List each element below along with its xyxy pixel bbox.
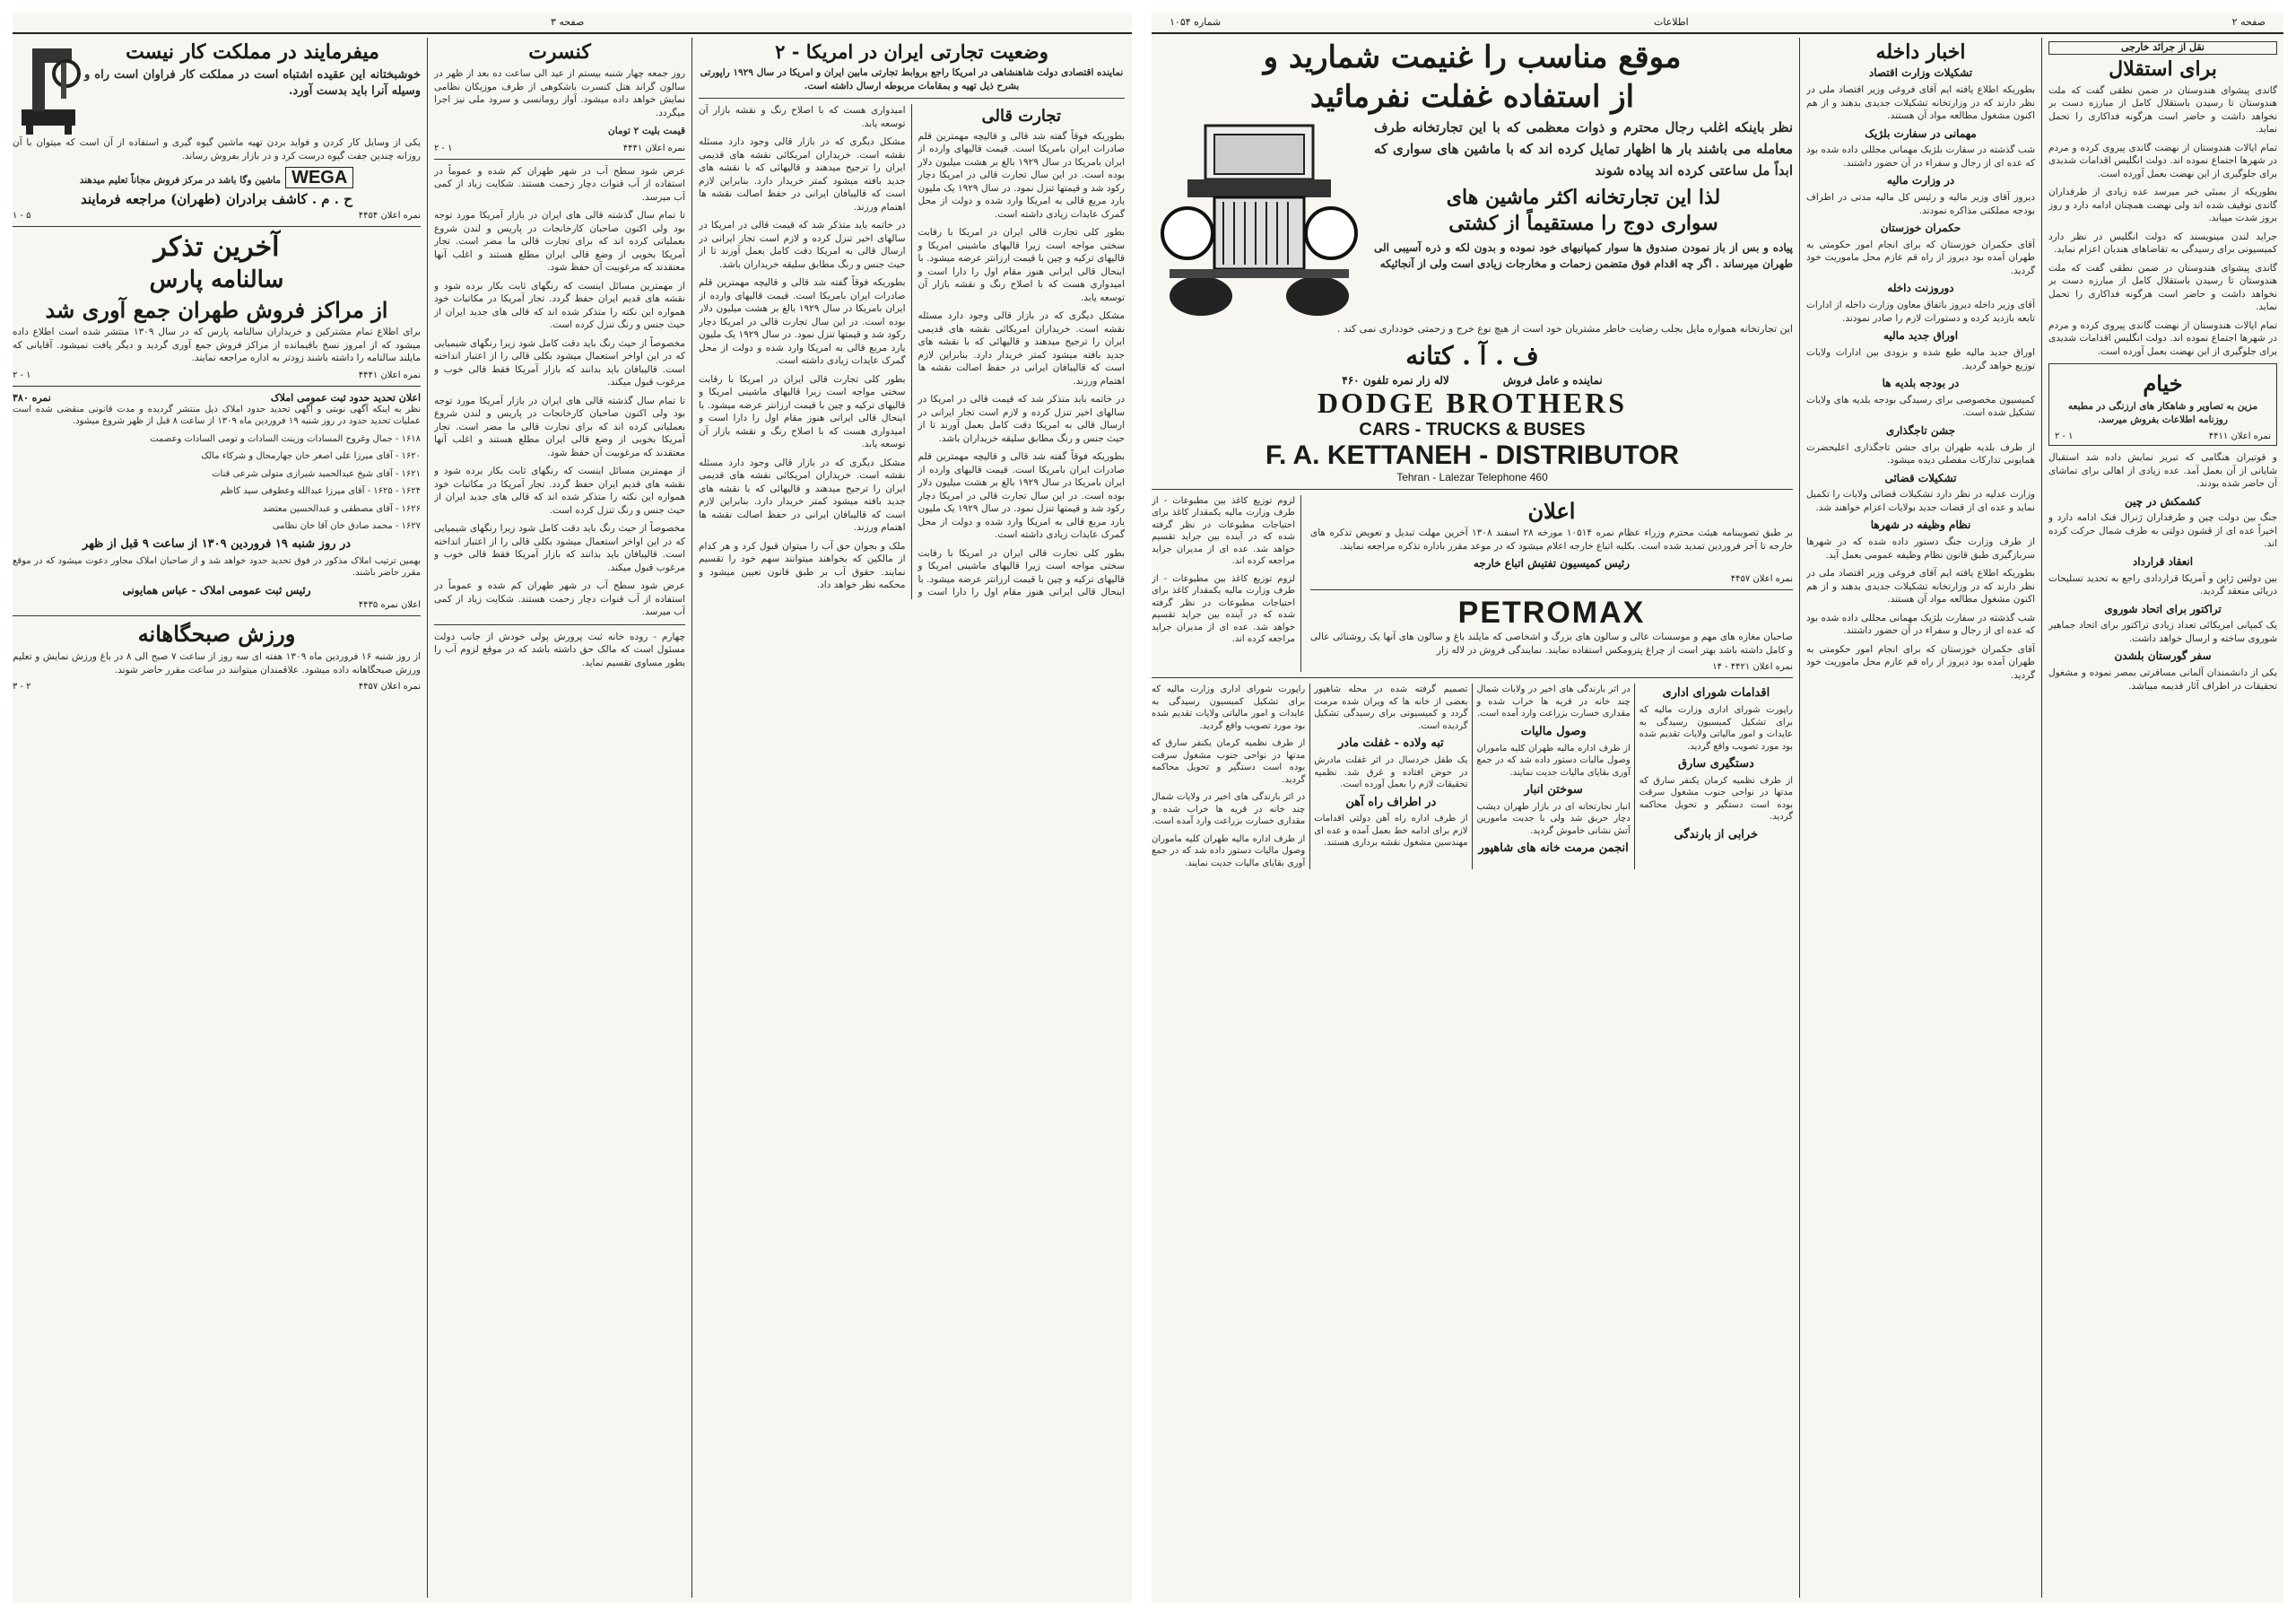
petromax-brand: PETROMAX [1457,596,1646,631]
foreign-body-6: جنگ بین دولت چین و طرفداران ژنرال فنک ادامه دارد و اخیراً عده ای از قشون دولتی به طرف شمال حرکت کرده اند. [2048,512,2277,550]
trade-body-repeat: بطوریکه فوقاً گفته شد قالی و قالیچه مهمترین قلم صادرات ایران بامریکا است. قیمت قالیهای وارده از ایران بامریکا در سال ۱۹۲۹ بالغ بر هشت میلیون دلار بوده است. در این سال تجارت قالی در امریکا دچار رکود شد و قیمتها تنزل نمود. در سال ۱۹۲۹ یک ملیون یارد مربع قالی به امریکا وارد شده و دولت از محل گمرک عایدات زیادی داشته است. [918,451,1125,541]
domestic-sub-8: جشن تاجگذاری [1885,423,1956,437]
trade-body-5: ملک و بجوان حق آب را میتوان قبول کرد و هر کدام از مالکین که بخواهند میتوانند سهم خود را تقسیم نمایند. حقوق آب بر طبق قانون تعیین میشود و محکمه نظر خواهد داد. [699,540,906,591]
khayyam-title: خیام [2143,370,2183,397]
sport-notice: نمره اعلان ۴۴۵۷ [358,682,421,693]
news-body-3: از طرف نظمیه کرمان یکنفر سارق که مدتها در نواحی جنوب مشغول سرقت بوده است دستگیر و تحویل محاکمه گردید. [1639,775,1793,823]
trade-body-3-repeat-2: مشکل دیگری که در بازار قالی وجود دارد مسئله نقشه است. خریداران امریکائی نقشه های قدیمی ایران را ترجیح میدهند و قالیهائی که با نقشه های جدید بافته میشود کمتر خریدار دارد. بنابراین لازم است که قالیبافان ایرانی در حفظ اصالت نقشه ها اهتمام ورزند. [699,457,906,534]
news-sub-7: انجمن مرمت خانه های شاهپور [1478,841,1629,856]
column-trade [699,38,1125,1598]
domestic-sub-9: تشکیلات قضائی [1884,471,1957,484]
dodge-distributor: F. A. KETTANEH - DISTRIBUTOR [1265,440,1680,470]
column-rule [691,38,692,1598]
foreign-body-8: یک کمپانی امریکائی تعداد زیادی تراکتور برای اتحاد جماهیر شوروی ساخته و ارسال خواهد داشت. [2048,620,2277,644]
foreign-sub-9: سفر گورستان بلشدن [2114,649,2212,663]
concert-body-2: عرض شود سطح آب در شهر طهران کم شده و عموماً در استفاده از آب قنوات دچار زحمت هستند. شکایت زیاد از کمی آب میرسد. [434,165,685,203]
news-body-5-repeat: از طرف اداره مالیه طهران کلیه ماموران وصول مالیات دستور داده شد که در جمع آوری بقایای مالیات جدیت نمایند. [1152,833,1306,868]
column-rule [427,38,428,1598]
notice-signature: رئیس کمیسیون تفتیش اتباع خارجه [1473,557,1631,571]
dodge-brand: DODGE BROTHERS [1317,386,1628,419]
ad-title: میفرمایند در مملکت کار نیست [126,40,379,64]
dodge-tagline-2: سواری دوج را مستقیماً از کشتی [1448,212,1718,236]
news-sub-5: وصول مالیات [1520,724,1587,738]
news-body-repeat: لزوم توزیع کاغذ بین مطبوعات - از طرف وزارت مالیه یکمقدار کاغذ برای احتیاجات مطبوعات در نظر گرفته شده که در آینده بین جراید تقسیم خواهد شد. عده ای از مدیران جراید مراجعه کرده اند. [1152,573,1295,645]
domestic-body-2: شب گذشته در سفارت بلژیک مهمانی مجللی داده شده بود که عده ای از رجال و سفراء در آن حضور داشتند. [1806,144,2035,169]
trade-columns [699,104,1125,599]
domestic-body-5: آقای وزیر داخله دیروز باتفاق معاون وزارت داخله از ادارات تابعه بازدید کرده و دستورات لازم را صادر نمودند. [1806,300,2035,324]
concert-body-6: چهارم - روده خانه ثبت پرورش پولی خودش از جانب دولت مسئول است که مالک حق داشته باشد که در موقع لزوم آب را بطور مساوی تقسیم نماید. [434,631,685,668]
headline-morning-sport: ورزش صبحگاهانه [137,621,296,648]
trade-subtitle: نماینده اقتصادی دولت شاهنشاهی در امریکا راجع بروابط تجارتی مابین ایران و امریکا در سال ۱۹۲۹ راپورتی بشرح ذیل تهیه و بمقامات مربوطه ارسال داشته است. [700,67,1124,91]
news-body-2-repeat: راپورت شورای اداری وزارت مالیه که برای تشکیل کمیسیون رسیدگی به عایدات و امور مالیاتی ولایات تقدیم شده بود مورد تصویب واقع گردید. [1152,684,1306,731]
ad-body: یکی از وسایل کار کردن و فواید بردن تهیه ماشین گیوه گیری و استفاده از آن است که میتوان با آن روزانه چندین جفت گیوه درست کرد و در بازار بفروش رساند. [13,137,421,161]
concert-tag: ۱ - ۲ [434,143,453,153]
domestic-body-7: کمیسیون مخصوصی برای رسیدگی بودجه بلدیه های ولایات تشکیل شده است. [1806,394,2035,419]
masthead-right [1152,13,2283,34]
trade-body-4: در خاتمه باید متذکر شد که قیمت قالی در امریکا در سالهای اخیر تنزل کرده و لازم است تجار ایرانی در ارسال قالی به امریکا دقت کامل بعمل آورند تا از حیث جنس و رنگ مطابق سلیقه خریداران باشد. [918,394,1125,444]
column-rule [2041,38,2042,1598]
news-body-6: انبار تجارتخانه ای در بازار طهران دیشب دچار حریق شد ولی با جدیت مامورین آتش نشانی خاموش گردید. [1476,801,1631,836]
trade-body-4-repeat: در خاتمه باید متذکر شد که قیمت قالی در امریکا در سالهای اخیر تنزل کرده و لازم است تجار ایرانی در ارسال قالی به امریکا دقت کامل بعمل آورند تا از حیث جنس و رنگ مطابق سلیقه خریداران باشد. [699,220,906,270]
foreign-sub-8: تراکتور برای اتحاد شوروی [2104,602,2222,615]
foreign-body-1: گاندی پیشوای هندوستان در ضمن نطقی گفت که ملت هندوستان تا رسیدن باستقلال کامل از مبارزه دست بر نخواهد داشت و حاضر است هرگونه فداکاری را تحمل نماید. [2048,84,2277,135]
column-rule [1799,38,1800,1598]
domestic-title: اخبار داخله [1875,40,1966,64]
notice-number: نمره اعلان ۴۴۵۷ [1730,574,1793,585]
foreign-body-4: جراید لندن مینویسند که دولت انگلیس در نظر دارد کمیسیونی برای رسیدگی به تقاضاهای هندیان اعزام نماید. [2048,231,2277,256]
subhead-pars-almanac: سالنامه پارس [149,266,284,293]
foreign-body-3: بطوریکه از بمبئی خبر میرسد عده زیادی از طرفداران گاندی توقیف شده اند ولی نهضت همچنان ادامه دارد و روز بروز شدت مییابد. [2048,187,2277,224]
foreign-body-2-repeat: تمام ایالات هندوستان از نهضت گاندی پیروی کرده و مردم در شهرها اجتماع نموده اند. دولت انگلیس اقدامات شدیدی برای جلوگیری از این نهضت بعمل آورده است. [2048,319,2277,357]
domestic-body-10: از طرف وزارت جنگ دستور داده شده که در شهرها سربازگیری طبق قانون نظام وظیفه عمومی بعمل آید. [1806,536,2035,561]
domestic-body-6: اوراق جدید مالیه طبع شده و بزودی بین ادارات ولایات توزیع خواهد گردید. [1806,347,2035,371]
foreign-body-1-repeat: گاندی پیشوای هندوستان در ضمن نطقی گفت که ملت هندوستان تا رسیدن باستقلال کامل از مبارزه دست بر نخواهد داشت و حاضر است هرگونه فداکاری را تحمل نماید. [2048,262,2277,313]
column-domestic-news [1806,38,2035,1598]
foreign-body-9: یکی از دانشمندان آلمانی مسافرتی بمصر نموده و مشغول تحقیقات در اطراف آثار قدیمه میباشد. [2048,667,2277,692]
concert-body-4: از مهمترین مسائل اینست که رنگهای ثابت بکار برده شود و نقشه های قدیم ایران حفظ گردد. تجار آمریکا در مکاتبات خود همواره این نکته را متذکر شده اند که قالی های جدید ایران از حیث جنس و رنگ تنزل کرده است. [434,280,685,331]
concert-body-2-repeat: عرض شود سطح آب در شهر طهران کم شده و عموماً در استفاده از آب قنوات دچار زحمت هستند. شکایت زیاد از کمی آب میرسد. [434,580,685,618]
trade-section-carpet: تجارت قالی [981,107,1062,126]
divider [434,624,685,625]
domestic-body-8: از طرف بلدیه طهران برای جشن تاجگذاری اعلیحضرت همایونی تدارکات مفصلی دیده میشود. [1806,441,2035,466]
foreign-header: نقل از جرائد خارجی [2048,41,2277,55]
domestic-body-4-repeat: آقای حکمران خوزستان که برای انجام امور حکومتی به طهران آمده بود دیروز از راه قم عازم محل ماموریت خود گردید. [1806,643,2035,681]
news-body-5: از طرف اداره مالیه طهران کلیه ماموران وصول مالیات دستور داده شد که در جمع آوری بقایای مالیات جدیت نمایند. [1476,743,1631,778]
khayyam-body: مزین به تصاویر و شاهکار های ارزنگی در مطبعه روزنامه اطلاعات بفروش میرسد. [2067,401,2258,425]
trade-body-3-repeat: مشکل دیگری که در بازار قالی وجود دارد مسئله نقشه است. خریداران امریکائی نقشه های قدیمی ایران را ترجیح میدهند و قالیهائی که با نقشه های جدید بافته میشود کمتر خریدار دارد. بنابراین لازم است که قالیبافان ایرانی در حفظ اصالت نقشه ها اهتمام ورزند. [699,136,906,213]
domestic-sub-4: حکمران خوزستان [1880,222,1961,235]
wega-brand: WEGA [285,167,353,188]
column-dodge-news [1152,38,1793,1598]
page-gutter [1132,0,1152,1612]
news-body: لزوم توزیع کاغذ بین مطبوعات - از طرف وزارت مالیه یکمقدار کاغذ برای احتیاجات مطبوعات در نظر گرفته شده که در آینده بین جراید تقسیم خواهد شد. عده ای از مدیران جراید مراجعه کرده اند. [1152,495,1295,567]
concert-body-3: تا تمام سال گذشته قالی های ایران در بازار آمریکا مورد توجه بود ولی اکنون صاحبان کارخانجات در پاریس و لندن شروع بعملیاتی کرده اند که برای تجارت قالی ما مضر است. تجار آمریکا بخوبی از وضع قالی ایران مطلع هستند و اغلب آنها معتقدند که مرغوبیت آن حفظ شود. [434,210,685,274]
newspaper-page-left [13,13,1132,1603]
foreign-sub-6: کشمکش در چین [2125,494,2201,508]
concert-body-3-repeat: تا تمام سال گذشته قالی های ایران در بازار آمریکا مورد توجه بود ولی اکنون صاحبان کارخانجات در پاریس و لندن شروع بعملیاتی کرده اند که برای تجارت قالی ما مضر است. تجار آمریکا بخوبی از وضع قالی ایران مطلع هستند و اغلب آنها معتقدند که مرغوبیت آن حفظ شود. [434,395,685,458]
almanac-body: برای اطلاع تمام مشترکین و خریداران سالنامه پارس که در سال ۱۳۰۹ منتشر شده است اطلاع داده میشود که از امروز نسخ باقیمانده از مراکز فروش جمع آوری گردید و دیگر یافت نمیشود. آقایانی که مایلند سالنامه را داشته باشند زودتر به اداره مراجعه نمایند. [13,327,421,364]
dodge-car-illustration [1152,117,1367,323]
foreign-body-2: تمام ایالات هندوستان از نهضت گاندی پیروی کرده و مردم در شهرها اجتماع نموده اند. دولت انگلیس اقدامات شدیدی برای جلوگیری از این نهضت بعمل آورده است. [2048,142,2277,179]
registry-heading: اعلان تحدید حدود ثبت عمومی املاک [270,391,421,404]
registry-list-item: ۱۶۲۱ - آقای شیخ عبدالحمید شیرازی متولی شرعی قنات [212,468,421,479]
almanac-tag: ۱ - ۲ [13,370,31,380]
divider [13,226,421,227]
notice-body: بر طبق تصویبنامه هیئت محترم وزراء عظام نمره ۱۰۵۱۴ مورخه ۲۸ اسفند ۱۳۰۸ آخرین مهلت تبدیل و تعویض تذکره های خارجه تا آخر فروردین تمدید شده است. بکلیه اتباع خارجه اعلام میشود که در موعد مقرر باداره تذکره مراجعه نمایند. [1310,527,1793,552]
foreign-body-7: بین دولتین ژاپن و آمریکا قراردادی راجع به تحدید تسلیحات دریائی منعقد گردید. [2048,572,2277,597]
dodge-signature: ف . آ . کتانه [1405,340,1539,370]
news-sub-3: دستگیری سارق [1677,757,1754,771]
divider [13,386,421,387]
ad-intro: خوشبختانه این عقیده اشتباه است در مملکت کار فراوان است راه و وسیله آنرا باید بدست آورد. [84,68,421,99]
trade-body-repeat-2: بطوریکه فوقاً گفته شد قالی و قالیچه مهمترین قلم صادرات ایران بامریکا است. قیمت قالیهای وارده از ایران بامریکا در سال ۱۹۲۹ بالغ بر هشت میلیون دلار بوده است. در این سال تجارت قالی در امریکا دچار رکود شد و قیمتها تنزل نمود. در سال ۱۹۲۹ یک ملیون یارد مربع قالی به امریکا وارد شده و دولت از محل گمرک عایدات زیادی داشته است. [699,277,906,367]
slogan-collected: از مراکز فروش طهران جمع آوری شد [45,296,388,323]
dodge-body: نظر باینکه اغلب رجال محترم و ذوات معظمی که با این تجارتخانه طرف معامله می باشند بار ها اظهار تمایل کرده اند که با ماشین های سواری که ابداً مل ساعتی کرده اند پیاده شوند [1374,119,1793,179]
khayyam-number: نمره اعلان ۴۴۱۱ [2208,431,2271,442]
dodge-tagline: لذا این تجارتخانه اکثر ماشین های [1446,186,1721,209]
concert-price: قیمت بلیت ۲ تومان [608,126,685,137]
news-sub-6: سوختن انبار [1524,783,1583,797]
divider [1152,489,1793,490]
domestic-body-3: دیروز آقای وزیر مالیه و رئیس کل مالیه مدتی در اطراف بودجه مملکتی مذاکره نمودند. [1806,192,2035,216]
domestic-sub-3: در وزارت مالیه [1886,174,1955,187]
trade-body-2-repeat-2: بطور کلی تجارت قالی ایران در امریکا با رقابت سختی مواجه است زیرا قالیهای ماشینی امریکا و قالیهای ترکیه و چین با قیمت ارزانتر عرضه میشود. با اینحال قالی ایرانی هنوز مقام اول را دارا است و امیدواری هست که با اصلاح رنگ و نقشه بازار آن توسعه یابد. [699,373,906,450]
registry-date: در روز شنبه ۱۹ فروردین ۱۳۰۹ از ساعت ۹ قبل از ظهر [82,536,352,551]
news-body-4: در اثر بارندگی های اخیر در ولایات شمال چند خانه در قریه ها خراب شده و مقداری خسارت بزراعت وارد آمده است. [1476,684,1631,719]
foreign-title: برای استقلال [2109,57,2217,81]
registry-list-item: ۱۶۲۷ - محمد صادق خان آقا خان نظامی [272,521,421,532]
divider [1310,589,1793,590]
news-sub-4: خرابی از بارندگی [1674,827,1759,841]
issue-number: شماره ۱۰۵۴ [1170,16,1222,28]
khayyam-tag: ۱ - ۲ [2055,431,2074,442]
dodge-body-2: پیاده و بس از باز نمودن صندوق ها سوار کمپانیهای خود نموده و بدون لکه و ذره آسیبی الی طهران میرساند . اگر چه اقدام فوق متضمن زحمات و مخارجات زیادی است ولی از آنجائیکه [1374,240,1793,270]
trade-body-2-repeat: بطور کلی تجارت قالی ایران در امریکا با رقابت سختی مواجه است زیرا قالیهای ماشینی امریکا و قالیهای ترکیه و چین با قیمت ارزانتر عرضه میشود. با اینحال قالی ایرانی هنوز مقام اول را دارا است و امیدواری هست که با اصلاح رنگ و نقشه بازار آن توسعه یابد. [699,105,1125,598]
concert-title: کنسرت [528,40,591,64]
column-foreign-press [2048,38,2277,1598]
khayyam-ad [2048,363,2277,446]
news-sub-2: اقدامات شورای اداری [1662,686,1770,701]
dodge-body-3: این تجارتخانه همواره مایل بجلب رضایت خاطر مشتریان خود است از هیچ نوع خرج و زحمتی خودداری نمی کند . [1336,323,1793,335]
news-body-4-repeat: در اثر بارندگی های اخیر در ولایات شمال چند خانه در قریه ها خراب شده و مقداری خسارت بزراعت وارد آمده است. [1152,792,1306,827]
newspaper-page-right [1152,13,2283,1603]
domestic-body-1: بطوریکه اطلاع یافته ایم آقای فروغی وزیر اقتصاد ملی در نظر دارند که در وزارتخانه تشکیلات جدیدی بدهند و از هم اکنون مشغول مطالعه مواد آن هستند. [1806,84,2035,122]
foreign-sub-7: انعقاد قرارداد [2132,554,2194,568]
page-number: صفحه ۲ [2231,16,2266,28]
domestic-sub-5: دوروزنت داخله [1887,282,1954,295]
dodge-headline-2: از استفاده غفلت نفرمائید [1309,79,1635,115]
concert-body: روز جمعه چهار شنبه بیستم از عید الی ساعت ده بعد از ظهر در سالون گراند هتل کنسرت باشکوهی از طرف موزیکان نظامی نمایش خواهد داده میشود. آواز رومانسی و سرود ملی نیز اجرا میگردد. [434,68,685,118]
foreign-body-5: و قوتیران هنگامی که تبریز نمایش داده شد استقبال شایانی از آن بعمل آمد. عده زیادی از اهالی برای تماشای آن حاضر شده بودند. [2048,452,2277,490]
dodge-products: CARS - TRUCKS & BUSES [1359,419,1586,440]
registry-list-item: ۱۶۲۰ - آقای میرزا علی اصغر خان جهارمحال و شرکاء مالک [201,451,421,462]
registry-list-item: ۱۶۱۸ - جمال وغروح المسادات وزینت السادات و تومی السادات وعصمت [150,433,421,444]
dodge-agent: نماینده و عامل فروش [1502,373,1603,387]
divider [13,615,421,616]
column-advertisements [13,38,421,1598]
domestic-body-2-repeat: شب گذشته در سفارت بلژیک مهمانی مجللی داده شده بود که عده ای از رجال و سفراء در آن حضور داشتند. [1806,612,2035,637]
dodge-headline-1: موقع مناسب را غنیمت شمارید و [1263,39,1682,75]
news-body-8: یک طفل خردسال در اثر غفلت مادرش در حوض افتاده و غرق شد. نظمیه تحقیقات لازم را بعمل آورده است. [1314,755,1468,790]
trade-body-2: بطور کلی تجارت قالی ایران در امریکا با رقابت سختی مواجه است زیرا قالیهای ماشینی امریکا و قالیهای ترکیه و چین با قیمت ارزانتر عرضه میشود. با اینحال قالی ایرانی هنوز مقام اول را دارا است و امیدواری هست که با اصلاح رنگ و نقشه بازار آن توسعه یابد. [918,227,1125,303]
registry-notice: اعلان نمره ۴۴۳۵ [358,600,421,611]
news-body-7: تصمیم گرفته شده در محله شاهپور بعضی از خانه ها که ویران شده مرمت گردد و کمیسیونی برای رسیدگی تشکیل گردیده است. [1314,684,1468,731]
divider [1152,677,1793,678]
newspaper-name: اطلاعات [1654,16,1689,28]
registry-body: نظر به اینکه آگهی نوبتی و آگهی تحدید حدود املاک ذیل منتشر گردیده و مدت قانونی منقضی شده است عملیات تحدید حدود در روز شنبه ۱۹ فروردین ماه ۱۳۰۹ از ساعت ۸ قبل از ظهر شروع میشود. [13,404,421,427]
domestic-sub-7: در بودجه بلدیه ها [1882,377,1960,390]
wega-text: ماشین وگا باشد در مرکز فروش مجاناً تعلیم میدهند [79,175,281,186]
news-body-2: راپورت شورای اداری وزارت مالیه که برای تشکیل کمیسیون رسیدگی به عایدات و امور مالیاتی ولایات تقدیم شده بود مورد تصویب واقع گردید. [1639,705,1793,752]
notice-title: اعلان [1527,497,1576,524]
news-body-3-repeat: از طرف نظمیه کرمان یکنفر سارق که مدتها در نواحی جنوب مشغول سرقت بوده است دستگیر و تحویل محاکمه گردید. [1152,738,1306,785]
sport-tag: ۲ - ۳ [13,682,31,693]
news-sub-9: در اطراف راه آهن [1345,795,1437,809]
registry-list [13,433,421,533]
petromax-number: نمره اعلان ۴۴۲۱ - ۱۴ [1712,662,1793,673]
column-concert [434,38,685,1598]
page-number: صفحه ۳ [551,16,585,28]
masthead-left [13,13,1132,34]
sewing-machine-illustration [13,38,84,136]
news-sub-8: تبه ولاده - غفلت مادر [1338,736,1444,751]
almanac-notice: نمره اعلان ۴۴۴۱ [358,370,421,380]
concert-notice: نمره اعلان ۴۴۴۱ [622,143,685,153]
trade-body-3: مشکل دیگری که در بازار قالی وجود دارد مسئله نقشه است. خریداران امریکائی نقشه های قدیمی ایران را ترجیح میدهند و قالیهائی که با نقشه های جدید بافته میشود کمتر خریدار دارد. بنابراین لازم است که قالیبافان ایرانی در حفظ اصالت نقشه ها اهتمام ورزند. [918,310,1125,387]
petromax-body: صاحبان مغازه های مهم و موسسات عالی و سالون های بزرگ و اشخاصی که مایلند باغ و سالون های آنها یک روشنائی عالی و کامل داشته باشد بهتر است از چراغ پترومکس استفاده نمایند. نمایندگی فروش در لاله زار [1310,632,1793,656]
concert-body-4-repeat: از مهمترین مسائل اینست که رنگهای ثابت بکار برده شود و نقشه های قدیم ایران حفظ گردد. تجار آمریکا در مکاتبات خود همواره این نکته را متذکر شده اند که قالی های جدید ایران از حیث جنس و رنگ تنزل کرده است. [434,466,685,516]
ad-tag: ۵ - ۱ [13,211,31,222]
dodge-address: لاله زار نمره تلفون ۴۶۰ [1342,373,1449,387]
domestic-sub-1: تشکیلات وزارت اقتصاد [1868,66,1973,80]
registry-body-2: بهمین ترتیب املاک مذکور در فوق تحدید حدود خواهد شد و از صاحبان املاک مجاور دعوت میشود که در موقع مقرر حاضر باشند. [13,555,421,579]
domestic-body-9: وزارت عدلیه در نظر دارد تشکیلات قضائی ولایات را تکمیل نماید و عده ای از قضات جدید بولایات اعزام خواهند شد. [1806,489,2035,513]
ad-contact: ح . م . کاشف برادران (طهران) مراجعه فرمایند [81,191,352,207]
domestic-sub-10: نظام وظیفه در شهرها [1870,518,1971,532]
registry-list-item: ۱۶۲۴ - ۱۶۲۵ - آقای میرزا عبدالله وعطوفی سید کاظم [220,486,421,497]
concert-body-5-repeat: مخصوصاً از حیث رنگ باید دقت کامل شود زیرا رنگهای شیمیایی که در این اواخر استعمال میشود بکلی قالی را از اعتبار انداخته است. قالیبافان باید بدانند که بازار آمریکا فقط قالی خوب و مرغوب قبول میکند. [434,523,685,573]
headline-last-reminder: آخرین تذکر [153,231,280,264]
trade-title: وضعیت تجارتی ایران در امریکا - ۲ [775,40,1048,63]
domestic-body-4: آقای حکمران خوزستان که برای انجام امور حکومتی به طهران آمده بود دیروز از راه قم عازم محل ماموریت خود گردید. [1806,239,2035,276]
registry-signature: رئیس ثبت عمومی املاک - عباس همایونی [122,583,311,597]
domestic-body-1-repeat: بطوریکه اطلاع یافته ایم آقای فروغی وزیر اقتصاد ملی در نظر دارند که در وزارتخانه تشکیلات جدیدی بدهند و از هم اکنون مشغول مطالعه مواد آن هستند. [1806,568,2035,606]
ad-notice-number: نمره اعلان ۴۴۵۴ [358,211,421,222]
divider [699,98,1125,99]
domestic-sub-2: مهمانی در سفارت بلژیک [1865,126,1977,140]
domestic-sub-6: اوراق جدید مالیه [1883,329,1959,343]
trade-body: بطوریکه فوقاً گفته شد قالی و قالیچه مهمترین قلم صادرات ایران بامریکا است. قیمت قالیهای وارده از ایران بامریکا در سال ۱۹۲۹ بالغ بر هشت میلیون دلار بوده است. در این سال تجارت قالی در امریکا دچار رکود شد و قیمتها تنزل نمود. در سال ۱۹۲۹ یک ملیون یارد مربع قالی به امریکا وارد شده و دولت از محل گمرک عایدات زیادی داشته است. [918,130,1125,220]
registry-number: نمره ۳۸۰ [13,391,51,404]
dodge-address-en: Tehran - Lalezar Telephone 460 [1396,470,1548,484]
news-body-9: از طرف اداره راه آهن دولتی اقدامات لازم برای ادامه خط بعمل آمده و عده ای مهندسین مشغول نقشه برداری هستند. [1314,814,1468,849]
sport-body: از روز شنبه ۱۶ فروردین ماه ۱۳۰۹ هفته ای سه روز از ساعت ۷ صبح الی ۸ در باغ ورزش نمایش و تعلیم ورزش صبحگاهانه داده میشود. علاقمندان میتوانند در ساعت مقرر حاضر شوند. [13,651,421,675]
concert-body-5: مخصوصاً از حیث رنگ باید دقت کامل شود زیرا رنگهای شیمیایی که در این اواخر استعمال میشود بکلی قالی را از اعتبار انداخته است. قالیبافان باید بدانند که بازار آمریکا فقط قالی خوب و مرغوب قبول میکند. [434,337,685,388]
news-columns [1152,684,1793,869]
registry-list-item: ۱۶۲۶ - آقای مصطفی و عبدالحسین معتضد [262,503,421,514]
divider [434,159,685,160]
